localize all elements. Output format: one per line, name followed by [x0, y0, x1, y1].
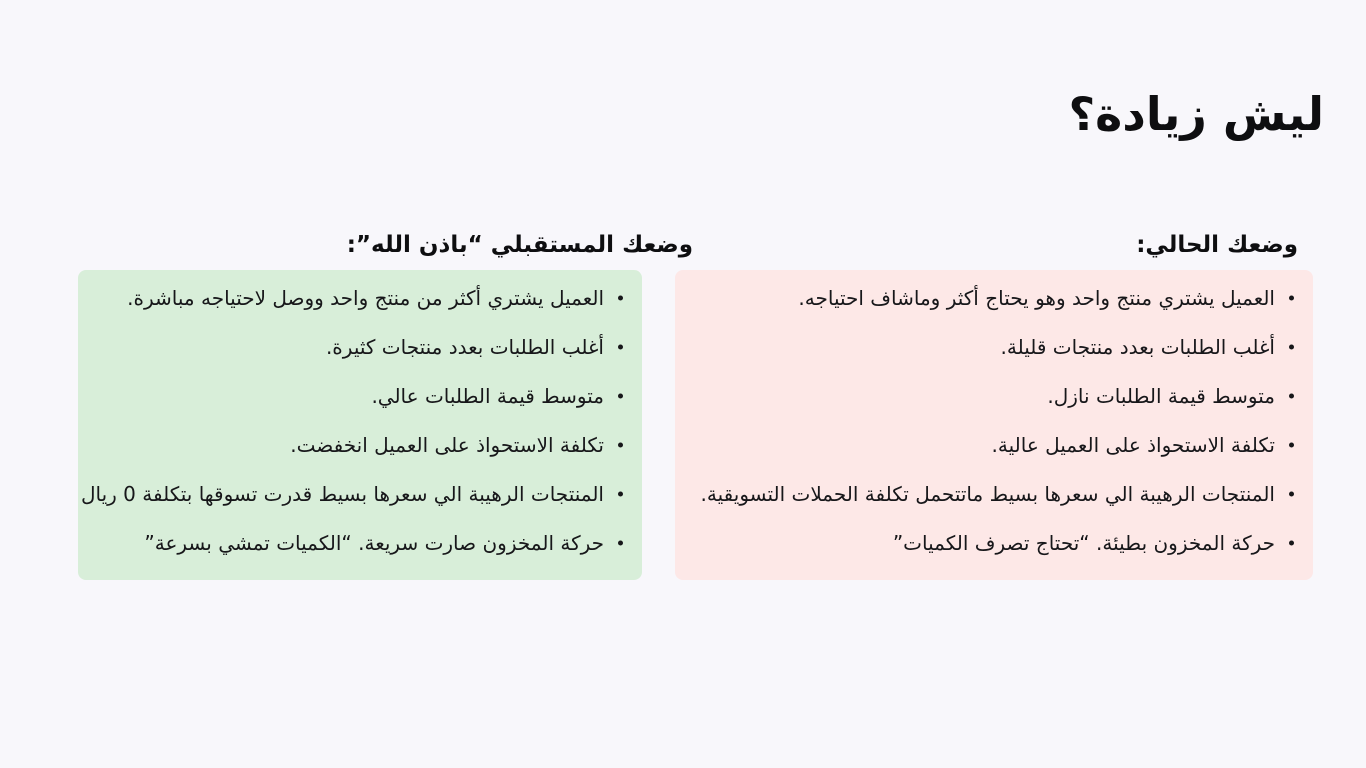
current-state-bullet-list: [675, 270, 1313, 567]
bullet-item: العميل يشتري أكثر من منتج واحد ووصل لاحتياجه مباشرة.: [98, 273, 630, 322]
bullet-item: أغلب الطلبات بعدد منتجات كثيرة.: [98, 322, 630, 371]
bullet-item: المنتجات الرهيبة الي سعرها بسيط ماتتحمل تكلفة الحملات التسويقية.: [695, 469, 1301, 518]
current-state-header: وضعك الحالي:: [1136, 232, 1298, 258]
bullet-item: تكلفة الاستحواذ على العميل عالية.: [695, 420, 1301, 469]
future-state-bullet-list: [78, 270, 642, 567]
bullet-item: حركة المخزون صارت سريعة. “الكميات تمشي بسرعة”: [98, 518, 630, 567]
slide-title: ليش زيادة؟: [1068, 87, 1324, 141]
future-state-box: [78, 270, 642, 580]
bullet-item: تكلفة الاستحواذ على العميل انخفضت.: [98, 420, 630, 469]
bullet-item: العميل يشتري منتج واحد وهو يحتاج أكثر وماشاف احتياجه.: [695, 273, 1301, 322]
future-state-header: وضعك المستقبلي “باذن الله”:: [346, 232, 693, 258]
bullet-item: المنتجات الرهيبة الي سعرها بسيط قدرت تسوقها بتكلفة 0 ريال: [98, 469, 630, 518]
bullet-item: متوسط قيمة الطلبات عالي.: [98, 371, 630, 420]
bullet-item: أغلب الطلبات بعدد منتجات قليلة.: [695, 322, 1301, 371]
current-state-box: [675, 270, 1313, 580]
bullet-item: متوسط قيمة الطلبات نازل.: [695, 371, 1301, 420]
bullet-item: حركة المخزون بطيئة. “تحتاج تصرف الكميات”: [695, 518, 1301, 567]
